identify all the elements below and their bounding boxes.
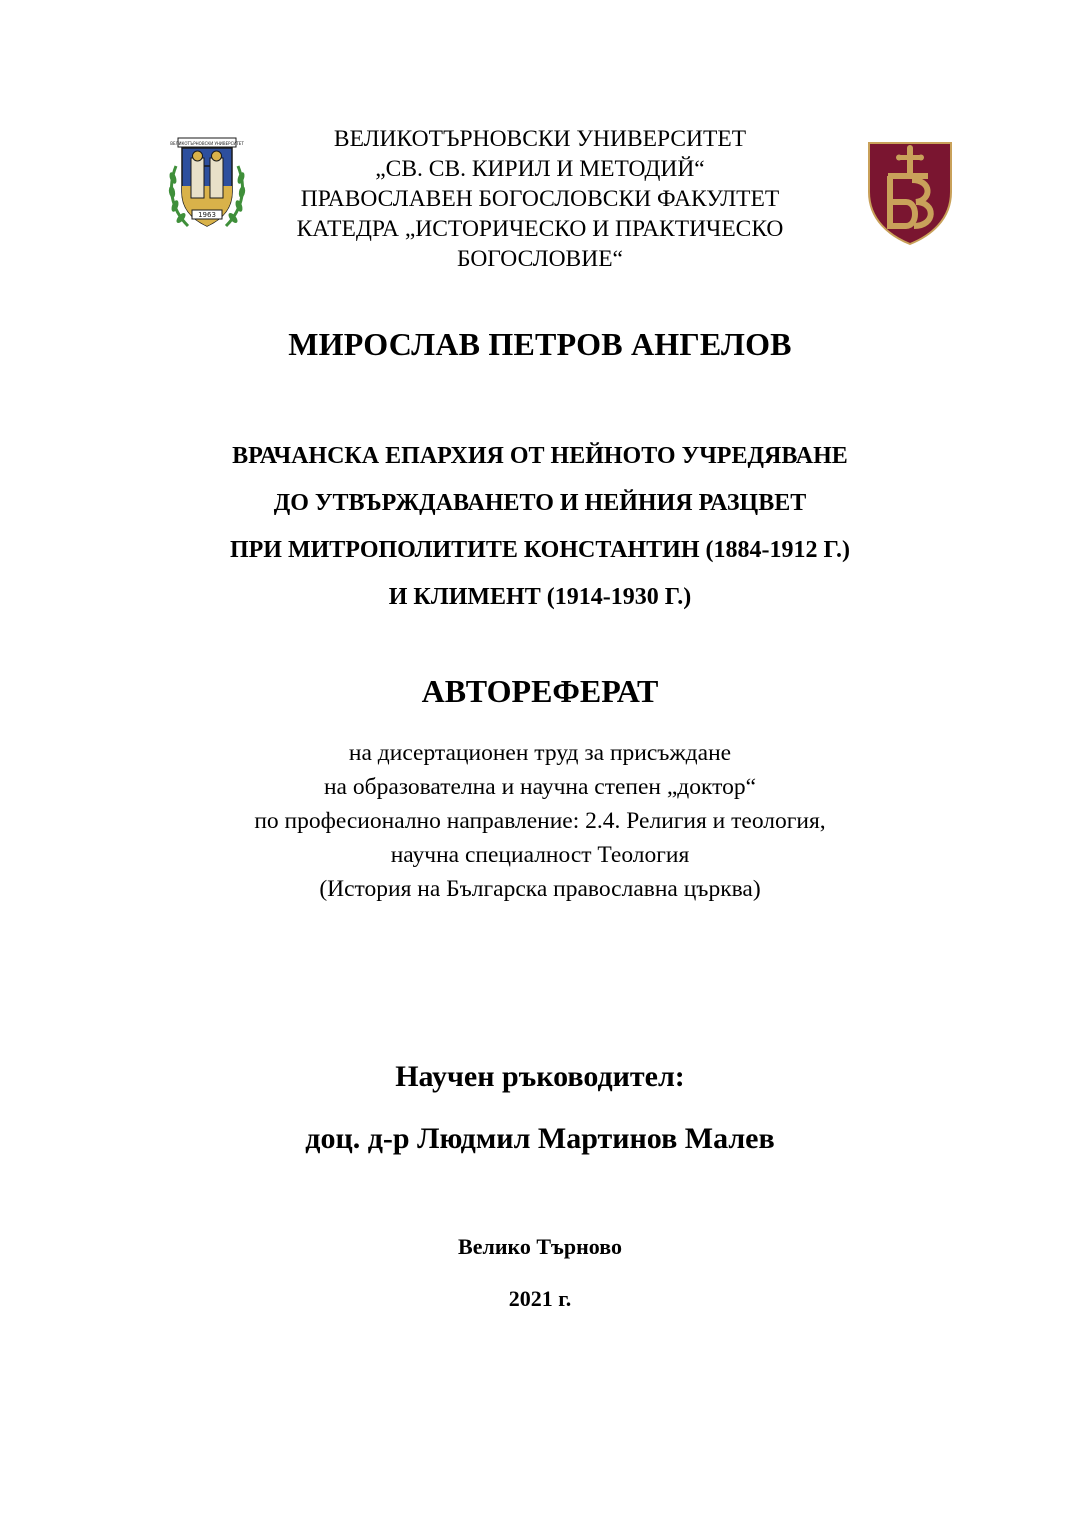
description-line: на образователна и научна степен „доктор“ bbox=[323, 774, 757, 800]
description-line: (История на Българска православна църква) bbox=[319, 876, 761, 902]
title-line: ВРАЧАНСКА ЕПАРХИЯ ОТ НЕЙНОТО УЧРЕДЯВАНЕ bbox=[232, 443, 848, 469]
institution-line: „СВ. СВ. КИРИЛ И МЕТОДИЙ“ bbox=[375, 156, 705, 182]
crest-year: 1963 bbox=[198, 211, 216, 219]
description-line: на дисертационен труд за присъждане bbox=[348, 740, 732, 766]
institution-line: КАТЕДРА „ИСТОРИЧЕСКО И ПРАКТИЧЕСКО bbox=[296, 216, 784, 242]
title-line: ПРИ МИТРОПОЛИТИТЕ КОНСТАНТИН (1884-1912 Г.) bbox=[229, 537, 851, 563]
author-name: МИРОСЛАВ ПЕТРОВ АНГЕЛОВ bbox=[288, 326, 792, 362]
institution-line: ПРАВОСЛАВЕН БОГОСЛОВСКИ ФАКУЛТЕТ bbox=[300, 186, 780, 212]
city: Велико Търново bbox=[458, 1234, 622, 1259]
supervisor-label: Научен ръководител: bbox=[395, 1060, 685, 1093]
title-line: И КЛИМЕНТ (1914-1930 Г.) bbox=[388, 584, 692, 610]
institution-line: БОГОСЛОВИЕ“ bbox=[457, 246, 623, 272]
crest-banner-text: ВЕЛИКОТЪРНОВСКИ УНИВЕРСИТЕТ bbox=[170, 141, 244, 146]
dissertation-title bbox=[0, 433, 1080, 621]
description-line: по професионално направление: 2.4. Религия и теология, bbox=[254, 808, 826, 834]
theology-faculty-shield-icon bbox=[866, 140, 954, 246]
document-type: АВТОРЕФЕРАТ bbox=[421, 673, 659, 709]
supervisor-name: доц. д-р Людмил Мартинов Малев bbox=[305, 1122, 775, 1155]
description-line: научна специалност Теология bbox=[390, 842, 690, 868]
institution-header bbox=[250, 124, 830, 274]
description bbox=[0, 736, 1080, 906]
institution-line: ВЕЛИКОТЪРНОВСКИ УНИВЕРСИТЕТ bbox=[333, 126, 747, 152]
year: 2021 г. bbox=[508, 1286, 572, 1311]
university-crest-icon bbox=[166, 136, 248, 234]
title-line: ДО УТВЪРЖДАВАНЕТО И НЕЙНИЯ РАЗЦВЕТ bbox=[273, 490, 807, 516]
